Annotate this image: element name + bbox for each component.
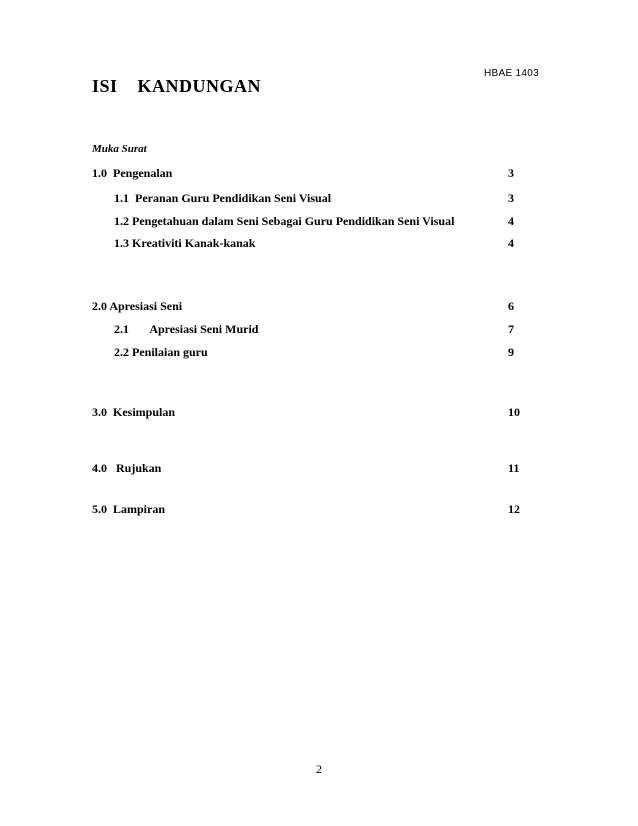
toc-entry-1-3: 1.3 Kreativiti Kanak-kanak	[114, 236, 256, 250]
toc-page-1-2: 4	[508, 214, 514, 228]
course-code: HBAE 1403	[484, 68, 539, 79]
toc-page-3-0: 10	[508, 405, 520, 419]
toc-page-2-1: 7	[508, 322, 514, 336]
toc-entry-1-2: 1.2 Pengetahuan dalam Seni Sebagai Guru Pendidikan Seni Visual	[114, 214, 455, 228]
toc-page-2-0: 6	[508, 299, 514, 313]
toc-entry-2-0: 2.0 Apresiasi Seni	[92, 299, 183, 313]
toc-page-4-0: 11	[508, 461, 520, 475]
toc-entry-2-1: 2.1 Apresiasi Seni Murid	[114, 322, 259, 336]
toc-page-1-1: 3	[508, 191, 514, 205]
toc-page-5-0: 12	[508, 502, 520, 516]
page-column-label: Muka Surat	[92, 143, 147, 155]
page-title: ISI KANDUNGAN	[92, 76, 262, 96]
toc-page-1-0: 3	[508, 166, 514, 180]
toc-entry-3-0: 3.0 Kesimpulan	[92, 405, 176, 419]
page-number: 2	[316, 762, 322, 776]
toc-entry-2-2: 2.2 Penilaian guru	[114, 345, 208, 359]
toc-page-1-3: 4	[508, 236, 514, 250]
toc-entry-1-1: 1.1 Peranan Guru Pendidikan Seni Visual	[114, 191, 332, 205]
toc-entry-5-0: 5.0 Lampiran	[92, 502, 166, 516]
toc-entry-1-0: 1.0 Pengenalan	[92, 166, 173, 180]
toc-page-2-2: 9	[508, 345, 514, 359]
toc-entry-4-0: 4.0 Rujukan	[92, 461, 162, 475]
